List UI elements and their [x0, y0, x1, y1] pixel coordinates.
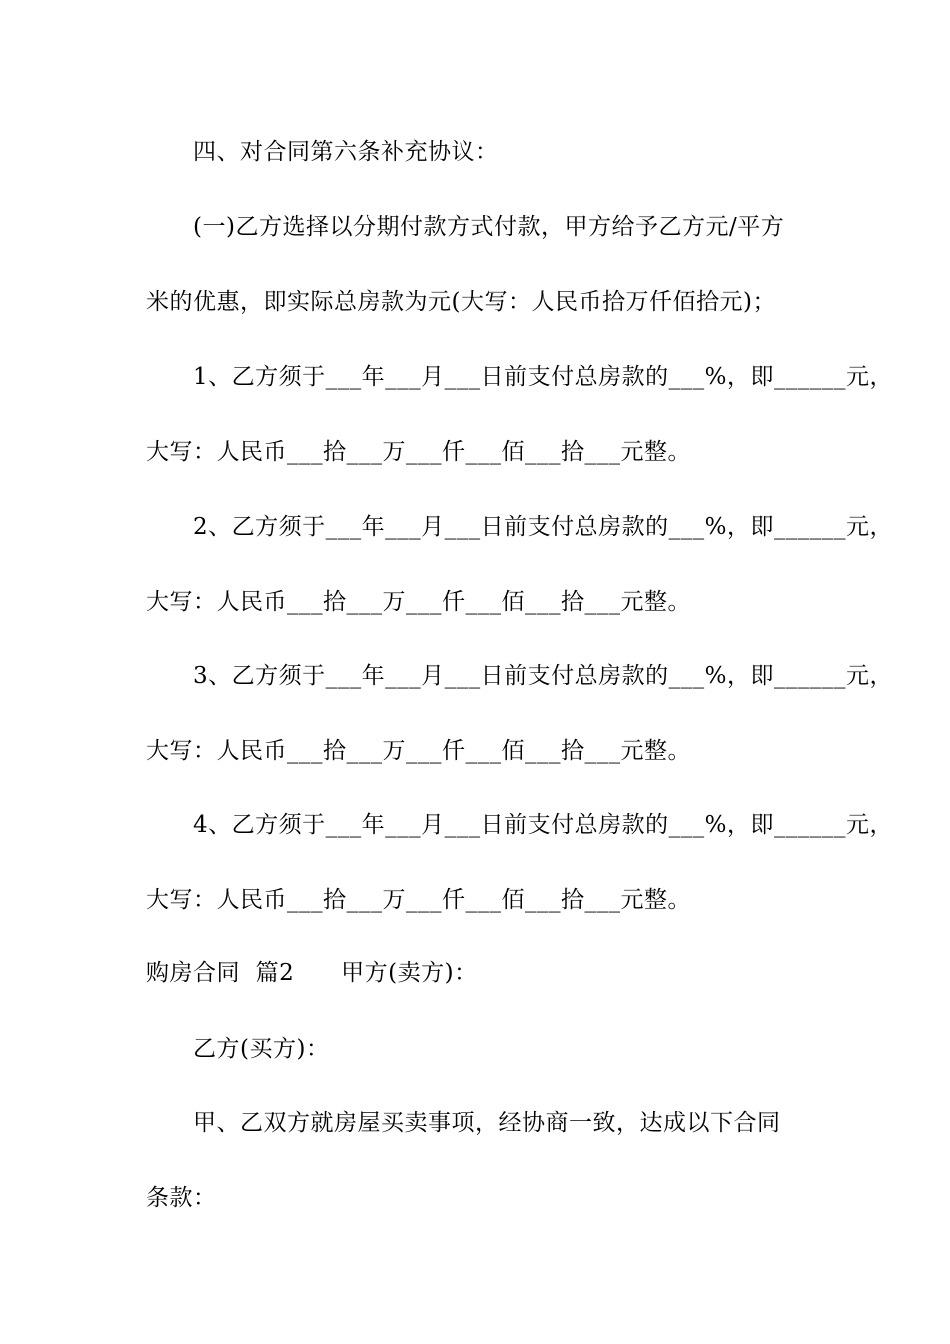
- installment-amount-2: 大写：人民币___拾___万___仟___佰___拾___元整。: [146, 589, 691, 615]
- paragraph-line: 甲、乙双方就房屋买卖事项，经协商一致，达成以下合同: [193, 1110, 781, 1136]
- contract-title-line: 购房合同 篇2 甲方(卖方)：: [146, 960, 478, 986]
- installment-line-1: 1、乙方须于___年___月___日前支付总房款的___%，即______元，: [193, 364, 893, 390]
- paragraph-line: 条款：: [146, 1185, 217, 1211]
- paragraph-line: (一)乙方选择以分期付款方式付款，甲方给予乙方元/平方: [193, 214, 785, 240]
- installment-amount-3: 大写：人民币___拾___万___仟___佰___拾___元整。: [146, 738, 691, 764]
- installment-line-4: 4、乙方须于___年___月___日前支付总房款的___%，即______元，: [193, 812, 893, 838]
- party-b-line: 乙方(买方)：: [193, 1036, 330, 1062]
- installment-line-3: 3、乙方须于___年___月___日前支付总房款的___%，即______元，: [193, 663, 893, 689]
- installment-amount-4: 大写：人民币___拾___万___仟___佰___拾___元整。: [146, 887, 691, 913]
- section-heading: 四、对合同第六条补充协议：: [193, 139, 499, 165]
- installment-line-2: 2、乙方须于___年___月___日前支付总房款的___%，即______元，: [193, 514, 893, 540]
- installment-amount-1: 大写：人民币___拾___万___仟___佰___拾___元整。: [146, 439, 691, 465]
- paragraph-line: 米的优惠，即实际总房款为元(大写：人民币拾万仟佰拾元)；: [146, 289, 776, 315]
